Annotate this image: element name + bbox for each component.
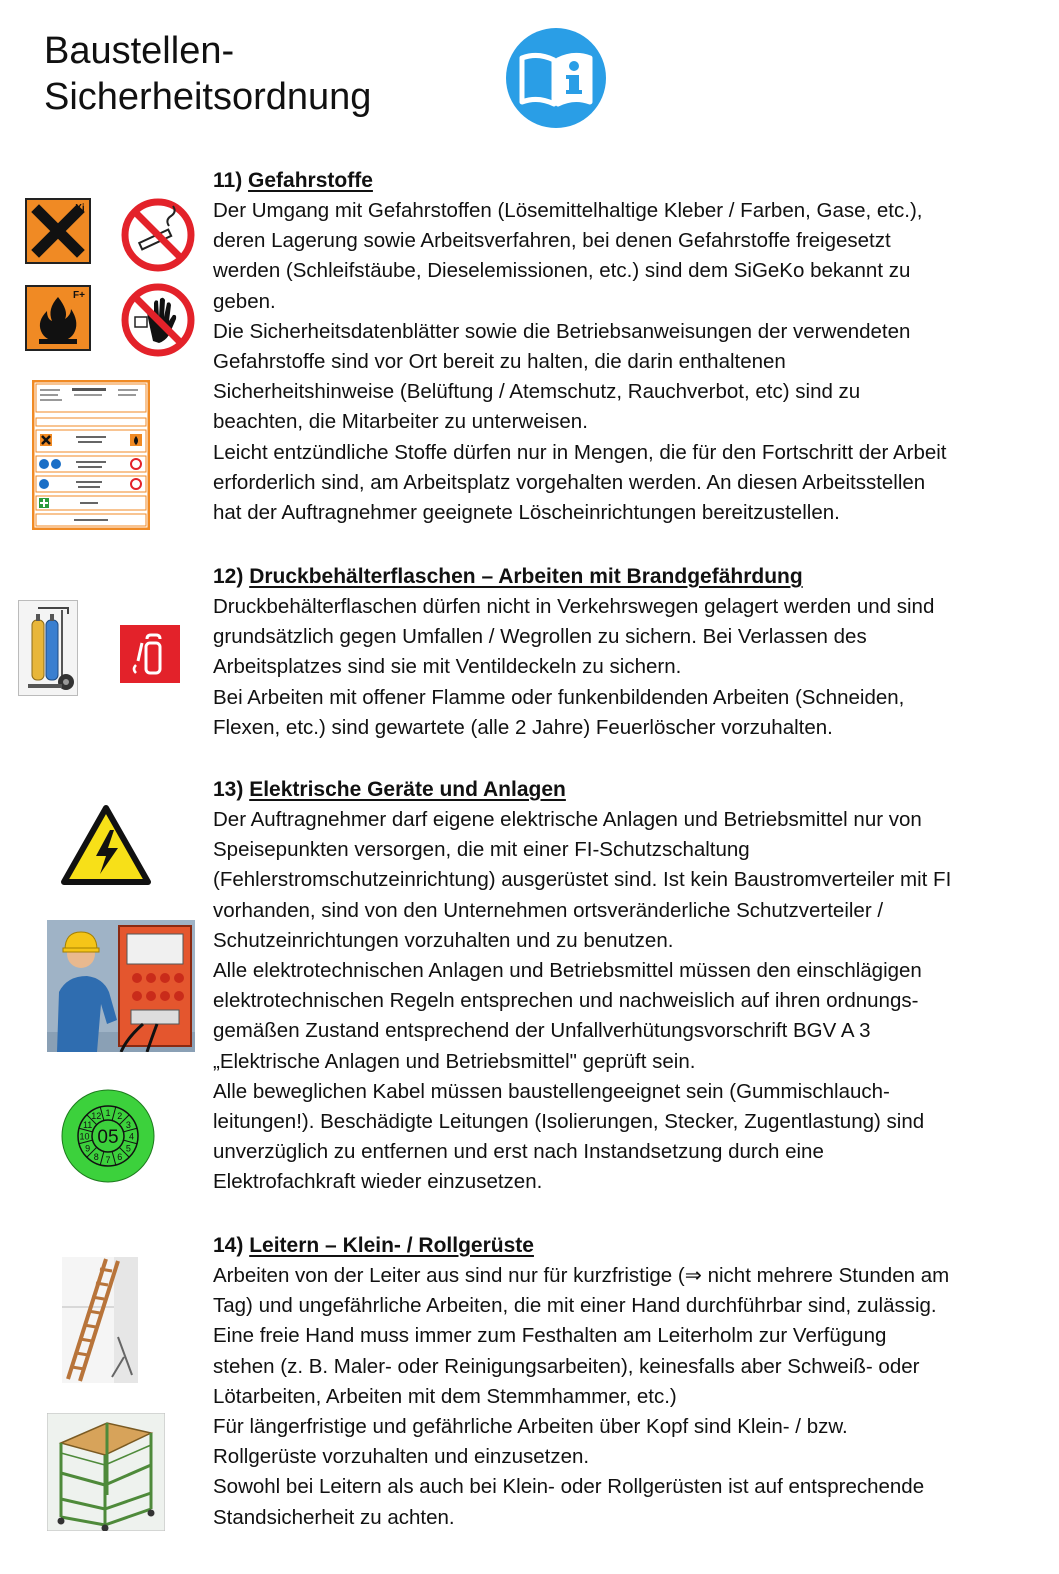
text-line: Alle beweglichen Kabel müssen baustellengeeignet sein (Gummischlauch-	[213, 1079, 890, 1103]
section-body	[213, 1261, 1043, 1533]
sticker-month-label: 4	[128, 1131, 135, 1142]
section-number: 12)	[213, 565, 244, 588]
text-line: Schutzeinrichtungen vorzuhalten und zu benutzen.	[213, 928, 674, 952]
inspection-sticker-icon	[61, 1089, 155, 1183]
no-access-hand-icon	[121, 283, 195, 357]
text-line: deren Lagerung sowie Arbeitsverfahren, bei denen Gefahrstoffe freigesetzt	[213, 229, 891, 253]
electrician-distribution-board-icon	[47, 920, 195, 1052]
section-body	[213, 196, 1043, 528]
text-line: „Elektrische Anlagen und Betriebsmittel" geprüft sein.	[213, 1049, 696, 1073]
text-line: vorhanden, sind von den Unternehmen ortsveränderliche Schutzverteiler /	[213, 898, 884, 922]
operating-instructions-sheet-icon	[32, 380, 150, 530]
text-line: Rollgerüste vorzuhalten und einzusetzen.	[213, 1445, 590, 1469]
text-line: hat der Auftragnehmer geeignete Löscheinrichtungen bereitzustellen.	[213, 501, 840, 525]
text-line: Standsicherheit zu achten.	[213, 1505, 455, 1529]
text-line: (Fehlerstromschutzeinrichtung) ausgerüstet sind. Ist kein Baustromverteiler mit FI	[213, 868, 952, 892]
text-line: Für längerfristige und gefährliche Arbeiten über Kopf sind Klein- / bzw.	[213, 1415, 848, 1439]
text-line: Gefahrstoffe sind vor Ort bereit zu halten, die darin enthaltenen	[213, 350, 786, 374]
hazard-code-label: Xi	[75, 203, 85, 214]
section-title: Leitern – Klein- / Rollgerüste	[249, 1234, 534, 1257]
rolling-scaffold-icon	[47, 1413, 165, 1531]
section-heading	[213, 1231, 1043, 1261]
section-pressure-cylinders	[213, 562, 1043, 743]
sticker-month-label: 12	[91, 1111, 102, 1122]
text-line: Alle elektrotechnischen Anlagen und Betriebsmittel müssen den einschlägigen	[213, 959, 922, 983]
text-line: elektrotechnischen Regeln entsprechen und nachweislich auf ihren ordnungs-	[213, 989, 919, 1013]
section-number: 14)	[213, 1234, 244, 1257]
text-line: werden (Schleifstäube, Dieselemissionen, etc.) sind dem SiGeKo bekannt zu	[213, 259, 911, 283]
text-line: geben.	[213, 289, 276, 313]
text-line: Bei Arbeiten mit offener Flamme oder funkenbildenden Arbeiten (Schneiden,	[213, 685, 905, 709]
sticker-month-label: 5	[125, 1143, 131, 1154]
text-line: Eine freie Hand muss immer zum Festhalten am Leiterholm zur Verfügung	[213, 1324, 887, 1348]
text-line: Elektrofachkraft wieder einzusetzen.	[213, 1170, 543, 1194]
page-title	[44, 28, 371, 120]
text-line: Sowohl bei Leitern als auch bei Klein- oder Rollgerüsten ist auf entsprechende	[213, 1475, 925, 1499]
text-line: erforderlich sind, am Arbeitsplatz vorgehalten werden. An diesen Arbeitsstellen	[213, 470, 926, 494]
text-line: Speisepunkten versorgen, die mit einer FI-Schutzschaltung	[213, 838, 750, 862]
sticker-month-label: 3	[125, 1119, 131, 1130]
text-line: Lötarbeiten, Arbeiten mit dem Stemmhammer, etc.)	[213, 1384, 677, 1408]
fire-extinguisher-sign-icon	[120, 625, 180, 683]
sticker-month-label: 9	[85, 1143, 91, 1154]
high-voltage-warning-icon	[60, 804, 152, 886]
section-title: Elektrische Geräte und Anlagen	[249, 778, 566, 801]
text-line: grundsätzlich gegen Umfallen / Wegrollen zu sichern. Bei Verlassen des	[213, 625, 867, 649]
section-number: 11)	[213, 169, 243, 192]
page-title-line: Baustellen-	[44, 30, 235, 72]
sticker-month-label: 10	[79, 1131, 90, 1142]
section-hazardous-substances	[213, 166, 1043, 528]
text-line: Sicherheitshinweise (Belüftung / Atemschutz, Rauchverbot, etc) sind zu	[213, 380, 861, 404]
sticker-month-label: 1	[105, 1108, 111, 1118]
info-book-icon	[506, 28, 606, 128]
sticker-month-label: 8	[93, 1151, 99, 1162]
text-line: Leicht entzündliche Stoffe dürfen nur in Mengen, die für den Fortschritt der Arbeit	[213, 440, 947, 464]
hazard-code-label: F+	[73, 290, 85, 301]
sticker-month-label: 2	[117, 1111, 123, 1122]
section-electrical-equipment	[213, 775, 1043, 1198]
section-title: Gefahrstoffe	[248, 169, 373, 192]
text-line: Arbeiten von der Leiter aus sind nur für kurzfristige (⇒ nicht mehrere Stunden am	[213, 1264, 950, 1287]
section-heading	[213, 775, 1043, 805]
sticker-year: 05	[97, 1127, 119, 1148]
ladder-icon	[62, 1257, 138, 1383]
page-title-line: Sicherheitsordnung	[44, 76, 372, 118]
sticker-month-label: 11	[82, 1119, 93, 1130]
section-title: Druckbehälterflaschen – Arbeiten mit Brandgefährdung	[249, 565, 803, 588]
gas-cylinder-trolley-icon	[18, 600, 78, 696]
text-line: Die Sicherheitsdatenblätter sowie die Betriebsanweisungen der verwendeten	[213, 319, 911, 343]
text-line: gemäßen Zustand entsprechend der Unfallverhütungsvorschrift BGV A 3	[213, 1019, 871, 1043]
text-line: Druckbehälterflaschen dürfen nicht in Verkehrswegen gelagert werden und sind	[213, 595, 935, 618]
f-plus-flammable-icon	[25, 285, 91, 351]
text-line: Tag) und ungefährliche Arbeiten, die mit einer Hand durchführbar sind, zulässig.	[213, 1294, 937, 1318]
text-line: Flexen, etc.) sind gewartete (alle 2 Jahre) Feuerlöscher vorzuhalten.	[213, 715, 833, 739]
section-heading	[213, 166, 1043, 196]
text-line: stehen (z. B. Maler- oder Reinigungsarbeiten), keinesfalls aber Schweiß- oder	[213, 1354, 920, 1378]
section-body	[213, 805, 1043, 1198]
section-heading	[213, 562, 1043, 592]
text-line: Der Umgang mit Gefahrstoffen (Lösemittelhaltige Kleber / Farben, Gase, etc.),	[213, 199, 923, 222]
sticker-month-label: 7	[105, 1155, 111, 1165]
sticker-month-label: 6	[117, 1151, 123, 1162]
section-body	[213, 592, 1043, 743]
text-line: leitungen!). Beschädigte Leitungen (Isolierungen, Stecker, Zugentlastung) sind	[213, 1110, 925, 1134]
text-line: Arbeitsplatzes sind sie mit Ventildeckeln zu sichern.	[213, 655, 682, 679]
text-line: unverzüglich zu entfernen und erst nach Instandsetzung durch eine	[213, 1140, 824, 1164]
section-number: 13)	[213, 778, 244, 801]
text-line: beachten, die Mitarbeiter zu unterweisen.	[213, 410, 588, 434]
text-line: Der Auftragnehmer darf eigene elektrische Anlagen und Betriebsmittel nur von	[213, 808, 922, 831]
xi-harmful-icon	[25, 198, 91, 264]
no-smoking-icon	[121, 198, 195, 272]
section-ladders-scaffolds	[213, 1231, 1043, 1533]
